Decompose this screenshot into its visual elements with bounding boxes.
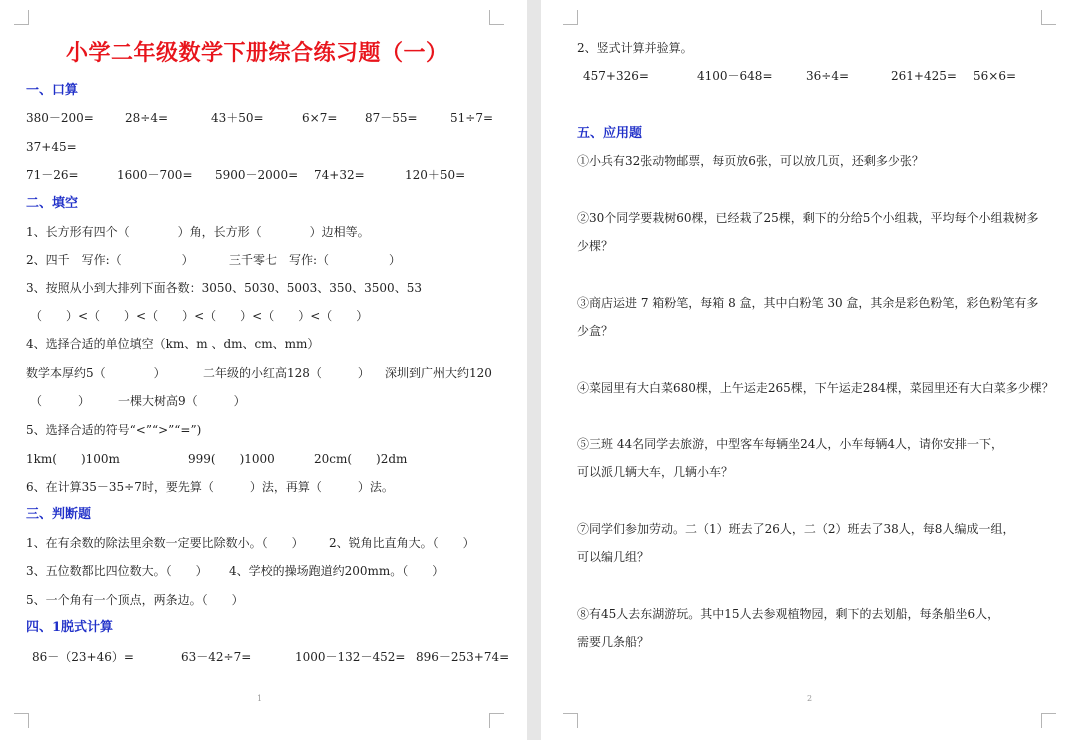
section-heading-judge: 三、判断题 [26,507,92,522]
fill-question-4d: （ ） [30,394,91,408]
crop-mark-bottom-left [14,713,29,728]
crop-mark-bottom-right [489,713,504,728]
vertical-calc-item: 261+425= [891,69,957,83]
oral-item: 6×7= [302,111,338,125]
calc-item: 86－（23+46）= [32,650,134,664]
vertical-calc-item: 4100－648= [697,69,773,83]
crop-mark-top-right [1041,10,1056,25]
crop-mark-top-left [14,10,29,25]
fill-question-3-blanks: （ ）<（ ）<（ ）<（ ）<（ ）<（ ） [30,309,369,323]
oral-item: 1600－700= [117,168,193,182]
oral-item: 43＋50= [211,111,264,125]
oral-item: 380－200= [26,111,94,125]
judge-item: 4、学校的操场跑道约200mm。（ ） [229,564,445,578]
oral-item: 120＋50= [405,168,466,182]
vertical-calc-item: 56×6= [973,69,1017,83]
compare-item: 20cm( )2dm [314,452,408,466]
fill-question-4b: 二年级的小红高128（ ） [203,366,370,380]
oral-item: 51÷7= [450,111,494,125]
oral-item: 37+45= [26,140,77,154]
word-problem-3: ③商店运进 7 箱粉笔，每箱 8 盒，其中白粉笔 30 盒，其余是彩色粉笔，彩色粉笔有多 [577,296,1039,310]
fill-question-3: 3、按照从小到大排列下面各数：3050、5030、5003、350、3500、53 [26,281,422,295]
fill-question-4: 4、选择合适的单位填空（km、m 、dm、cm、mm） [26,337,320,351]
judge-item: 2、锐角比直角大。（ ） [329,536,475,550]
section-heading-fill: 二、填空 [26,196,79,211]
oral-item: 5900－2000= [215,168,299,182]
fill-question-6: 6、在计算35－35÷7时，要先算（ ）法，再算（ ）法。 [26,480,394,494]
compare-item: 1km( )100m [26,452,120,466]
section-heading-application: 五、应用题 [577,126,643,141]
judge-item: 1、在有余数的除法里余数一定要比除数小。（ ） [26,536,304,550]
word-problem-3-cont: 少盒？ [577,324,614,338]
judge-item: 5、一个角有一个顶点，两条边。（ ） [26,593,244,607]
fill-question-2b: 三千零七 写作:（ ） [229,253,402,267]
document-page-1 [0,0,527,740]
crop-mark-top-right [489,10,504,25]
word-problem-7: ⑦同学们参加劳动。二（1）班去了26人，二（2）班去了38人，每8人编成一组， [577,522,1015,536]
oral-item: 87－55= [365,111,418,125]
word-problem-4: ④菜园里有大白菜680棵，上午运走265棵，下午运走284棵，菜园里还有大白菜多少棵？ [577,381,1054,395]
fill-question-1: 1、长方形有四个（ ）角，长方形（ ）边相等。 [26,225,370,239]
section-heading-calc: 四、1脱式计算 [26,620,114,635]
word-problem-8-cont: 需要几条船？ [577,635,650,649]
word-problem-8: ⑧有45人去东湖游玩。其中15人去参观植物园，剩下的去划船，每条船坐6人， [577,607,1000,621]
word-problem-7-cont: 可以编几组？ [577,550,650,564]
vertical-calc-item: 457+326= [583,69,649,83]
vertical-calc-heading: 2、竖式计算并验算。 [577,41,693,55]
oral-item: 74+32= [314,168,365,182]
word-problem-5: ⑤三班 44名同学去旅游，中型客车每辆坐24人，小车每辆4人，请你安排一下， [577,437,1003,451]
judge-item: 3、五位数都比四位数大。（ ） [26,564,208,578]
fill-question-5: 5、选择合适的符号“<”“>”“=”) [26,423,202,437]
document-page-2 [541,0,1080,740]
crop-mark-top-left [563,10,578,25]
page-number: 1 [257,694,263,703]
calc-item: 896－253+74= [416,650,510,664]
crop-mark-bottom-left [563,713,578,728]
word-problem-2: ②30个同学要栽树60棵，已经栽了25棵，剩下的分给5个小组栽，平均每个小组栽树多 [577,211,1039,225]
vertical-calc-item: 36÷4= [806,69,850,83]
oral-item: 71－26= [26,168,79,182]
oral-item: 28÷4= [125,111,169,125]
calc-item: 1000－132－452= [295,650,406,664]
fill-question-4c: 深圳到广州大约120 [385,366,492,380]
fill-question-2a: 2、四千 写作:（ ） [26,253,194,267]
fill-question-4e: 一棵大树高9（ ） [118,394,246,408]
word-problem-2-cont: 少棵？ [577,239,614,253]
word-problem-1: ①小兵有32张动物邮票，每页放6张，可以放几页，还剩多少张？ [577,154,924,168]
compare-item: 999( )1000 [188,452,275,466]
page-title: 小学二年级数学下册综合练习题（一） [66,40,449,66]
fill-question-4a: 数学本厚约5（ ） [26,366,166,380]
page-number: 2 [807,694,813,703]
calc-item: 63－42÷7= [181,650,252,664]
word-problem-5-cont: 可以派几辆大车，几辆小车？ [577,465,734,479]
section-heading-oral: 一、口算 [26,83,79,98]
crop-mark-bottom-right [1041,713,1056,728]
